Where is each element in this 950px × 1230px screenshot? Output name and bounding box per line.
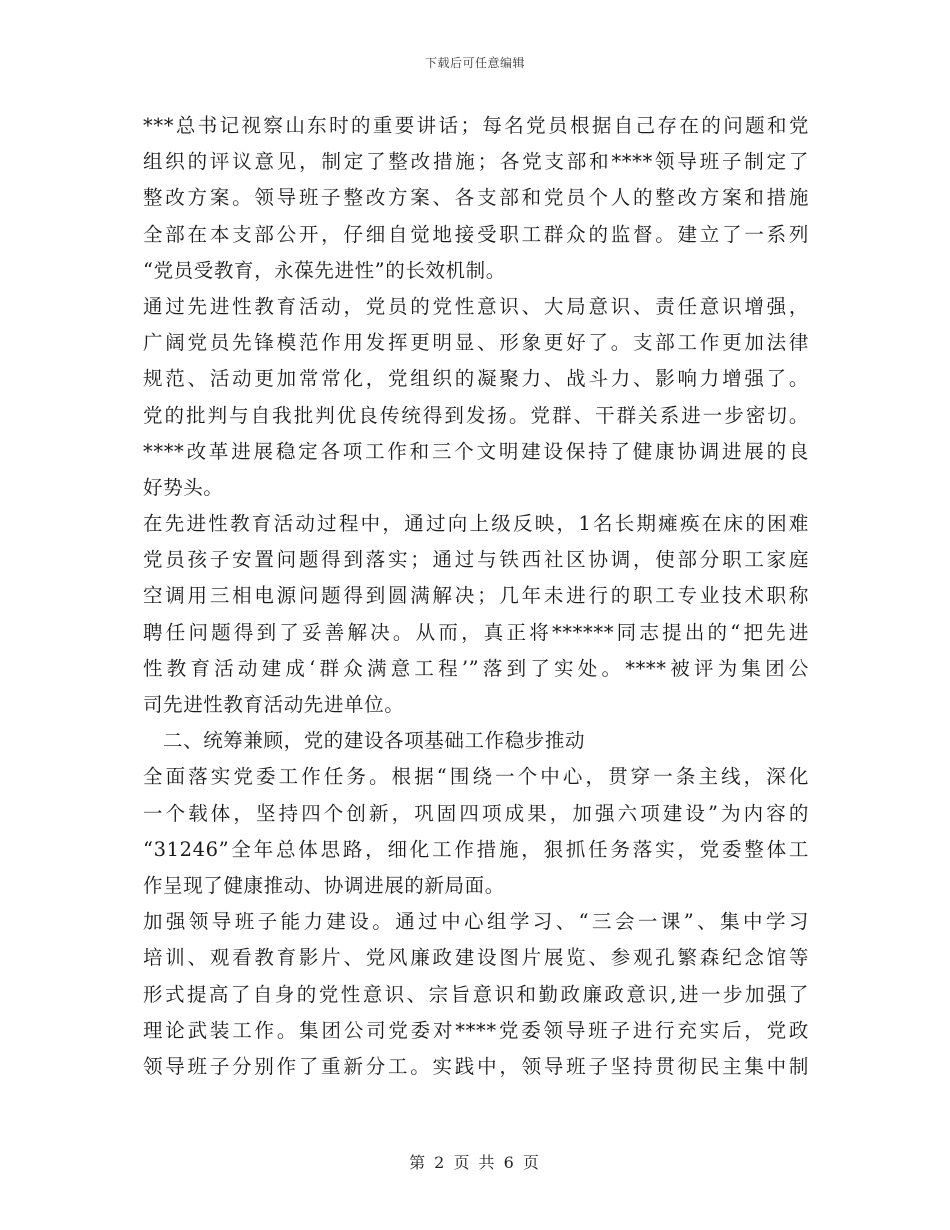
text-line: 好势头。 (143, 475, 224, 499)
text-line: “党员受教育，永葆先进性”的长效机制。 (143, 258, 506, 282)
text-line: 广阔党员先锋模范作用发挥更明显、形象更好了。支部工作更加法律 (143, 331, 809, 355)
text-line: 形式提高了自身的党性意识、宗旨意识和勤政廉政意识,进一步加强了 (143, 982, 809, 1006)
text-line: 司先进性教育活动先进单位。 (143, 693, 405, 716)
text-line: 培训、观看教育影片、党风廉政建设图片展览、参观孔繁森纪念馆等 (143, 946, 809, 970)
text-line: 理论武装工作。集团公司党委对****党委领导班子进行充实后，党政 (143, 1018, 809, 1042)
text-line: 空调用三相电源问题得到圆满解决；几年未进行的职工专业技术职称 (143, 584, 809, 608)
text-line: 整改方案。领导班子整改方案、各支部和党员个人的整改方案和措施 (143, 186, 809, 210)
text-line: 一个载体，坚持四个创新，巩固四项成果，加强六项建设”为内容的 (143, 801, 809, 825)
page-footer: 第 2 页 共 6 页 (409, 1153, 541, 1172)
section-heading: 二、统筹兼顾，党的建设各项基础工作稳步推动 (163, 729, 586, 753)
text-line: 领导班子分别作了重新分工。实践中，领导班子坚持贯彻民主集中制 (143, 1054, 809, 1078)
text-line: 作呈现了健康推动、协调进展的新局面。 (143, 873, 505, 897)
text-line: 全部在本支部公开，仔细自觉地接受职工群众的监督。建立了一系列 (143, 222, 809, 246)
text-line: 规范、活动更加常常化，党组织的凝聚力、战斗力、影响力增强了。 (143, 367, 809, 391)
text-line: “31246”全年总体思路，细化工作措施，狠抓任务落实，党委整体工 (143, 837, 809, 861)
text-line: 通过先进性教育活动，党员的党性意识、大局意识、责任意识增强， (143, 294, 809, 318)
text-line: 全面落实党委工作任务。根据“围绕一个中心，贯穿一条主线，深化 (143, 765, 809, 789)
text-line: 在先进性教育活动过程中，通过向上级反映，1名长期瘫痪在床的困难 (143, 512, 809, 536)
page-header: 下载后可任意编辑 (424, 56, 525, 70)
text-line: 聘任问题得到了妥善解决。从而，真正将******同志提出的“把先进 (143, 620, 809, 644)
text-line: 加强领导班子能力建设。通过中心组学习、“三会一课”、集中学习 (143, 910, 809, 934)
text-line: 组织的评议意见，制定了整改措施；各党支部和****领导班子制定了 (143, 150, 809, 174)
text-line: ****改革进展稳定各项工作和三个文明建设保持了健康协调进展的良 (143, 439, 809, 463)
text-line: 党的批判与自我批判优良传统得到发扬。党群、干群关系进一步密切。 (143, 403, 809, 427)
text-line: ***总书记视察山东时的重要讲话；每名党员根据自己存在的问题和党 (143, 114, 809, 137)
text-line: 性教育活动建成‘群众满意工程’”落到了实处。****被评为集团公 (143, 656, 809, 680)
text-line: 党员孩子安置问题得到落实；通过与铁西社区协调，使部分职工家庭 (143, 548, 809, 572)
document-body (143, 108, 809, 1085)
